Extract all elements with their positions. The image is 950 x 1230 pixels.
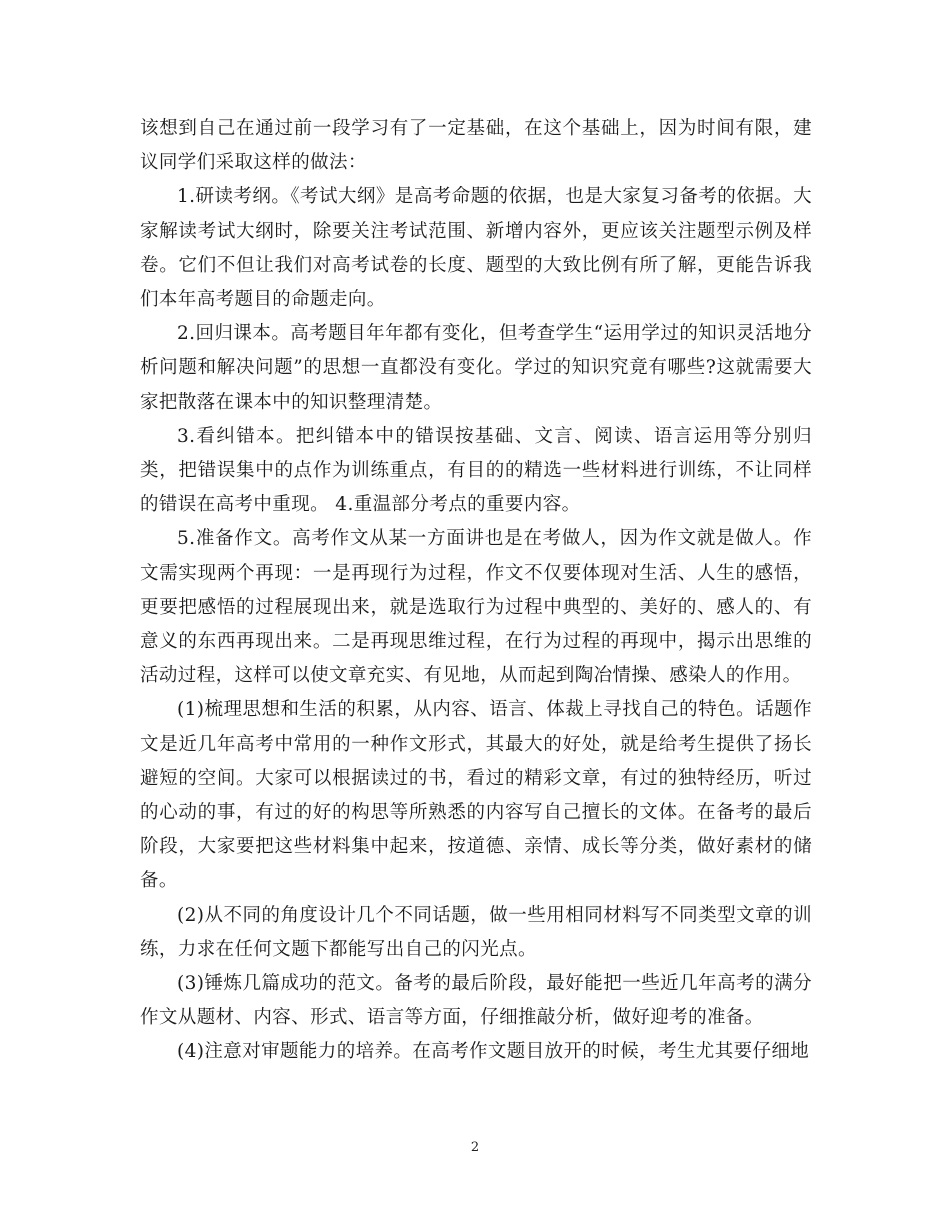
paragraph-error-notebook: 3.看纠错本。把纠错本中的错误按基础、文言、阅读、语言运用等分别归类，把错误集中的点作为训练重点，有目的的精选一些材料进行训练，不让同样的错误在高考中重现。 4.重温部分考点的重要内容。 — [140, 425, 812, 516]
paragraph-prepare-essay: 5.准备作文。高考作文从某一方面讲也是在考做人，因为作文就是做人。作文需实现两个再现：一是再现行为过程，作文不仅要体现对生活、人生的感悟，更要把感悟的过程展现出来，就是选取行为过程中典型的、美好的、感人的、有意义的东西再现出来。二是再现思维过程，在行为过程的再现中，揭示出思维的活动过程，这样可以使文章充实、有见地，从而起到陶冶情操、感染人的作用。 — [140, 528, 812, 687]
paragraph-essay-point-2: (2)从不同的角度设计几个不同话题，做一些用相同材料写不同类型文章的训练，力求在任何文题下都能写出自己的闪光点。 — [140, 904, 812, 960]
body-text — [140, 112, 812, 1070]
paragraph-continuation: 该想到自己在通过前一段学习有了一定基础，在这个基础上，因为时间有限，建议同学们采取这样的做法： — [140, 118, 812, 174]
paragraph-essay-point-3: (3)锤炼几篇成功的范文。备考的最后阶段，最好能把一些近几年高考的满分作文从题材、内容、形式、语言等方面，仔细推敲分析，做好迎考的准备。 — [140, 973, 812, 1029]
paragraph-essay-point-4: (4)注意对审题能力的培养。在高考作文题目放开的时候，考生尤其要仔细地 — [177, 1041, 810, 1063]
page-number: 2 — [470, 1140, 480, 1155]
paragraph-study-syllabus: 1.研读考纲。《考试大纲》是高考命题的依据，也是大家复习备考的依据。大家解读考试大纲时，除要关注考试范围、新增内容外，更应该关注题型示例及样卷。它们不但让我们对高考试卷的长度、题型的大致比例有所了解，更能告诉我们本年高考题目的命题走向。 — [140, 186, 812, 311]
paragraph-return-to-textbook: 2.回归课本。高考题目年年都有变化，但考查学生“运用学过的知识灵活地分析问题和解决问题”的思想一直都没有变化。学过的知识究竟有哪些?这就需要大家把散落在课本中的知识整理清楚。 — [140, 323, 812, 413]
paragraph-essay-point-1: (1)梳理思想和生活的积累，从内容、语言、体裁上寻找自己的特色。话题作文是近几年高考中常用的一种作文形式，其最大的好处，就是给考生提供了扬长避短的空间。大家可以根据读过的书，看过的精彩文章，有过的独特经历，听过的心动的事，有过的好的构思等所熟悉的内容写自己擅长的文体。在备考的最后阶段，大家要把这些材料集中起来，按道德、亲情、成长等分类，做好素材的储备。 — [140, 699, 812, 892]
